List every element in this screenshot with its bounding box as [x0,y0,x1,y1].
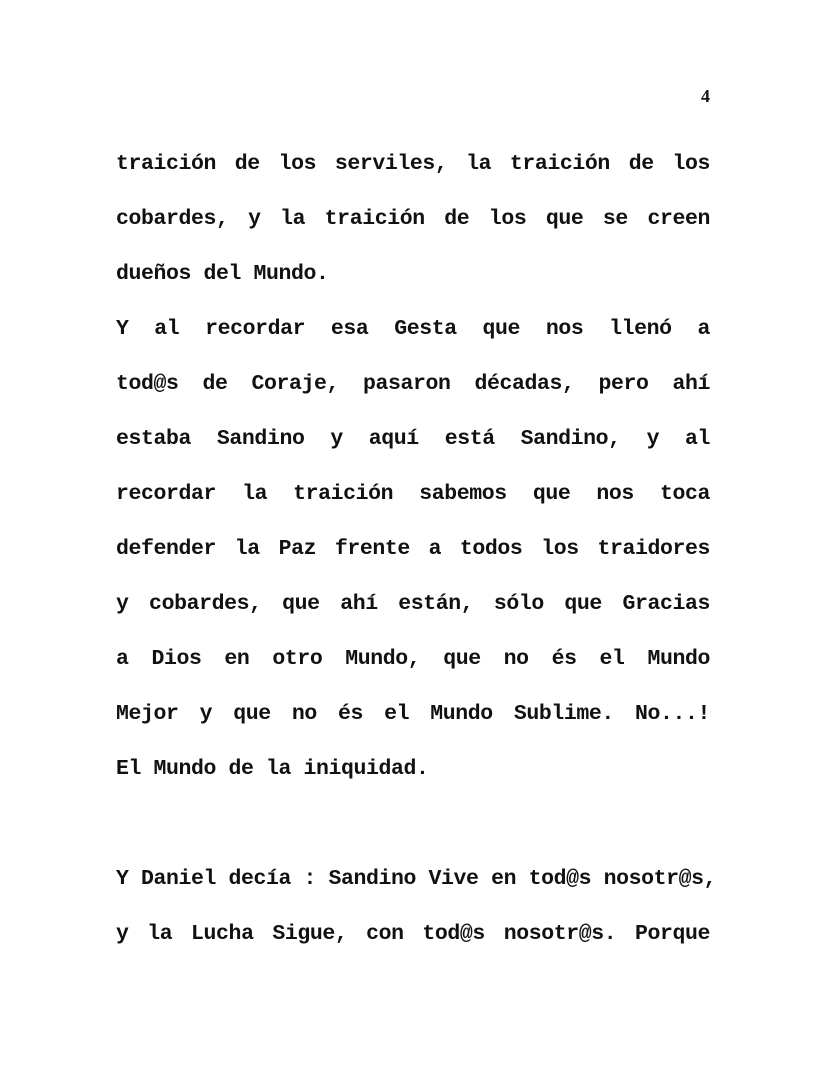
text-line: dueños del Mundo. [116,262,329,286]
text-line: Y al recordar esa Gesta que nos llenó a [116,317,710,341]
paragraph-2 [116,309,710,804]
text-line: recordar la traición sabemos que nos toca [116,482,710,506]
body-text [116,144,717,969]
text-line: Mejor y que no és el Mundo Sublime. No...! [116,702,710,726]
text-line: a Dios en otro Mundo, que no és el Mundo [116,647,710,671]
text-line: y cobardes, que ahí están, sólo que Gracias [116,592,710,616]
text-line: cobardes, y la traición de los que se creen [116,207,710,231]
paragraph-3 [116,859,717,969]
text-line: defender la Paz frente a todos los traidores [116,537,710,561]
text-line: estaba Sandino y aquí está Sandino, y al [116,427,710,451]
text-line: traición de los serviles, la traición de los [116,152,710,176]
text-line: tod@s de Coraje, pasaron décadas, pero ahí [116,372,710,396]
text-line: Y Daniel decía : Sandino Vive en tod@s nosotr@s, [116,867,717,891]
paragraph-1 [116,144,710,309]
paragraph-gap [116,804,710,859]
text-line: El Mundo de la iniquidad. [116,757,429,781]
page-number: 4 [701,86,710,106]
text-line: y la Lucha Sigue, con tod@s nosotr@s. Porque [116,922,710,946]
